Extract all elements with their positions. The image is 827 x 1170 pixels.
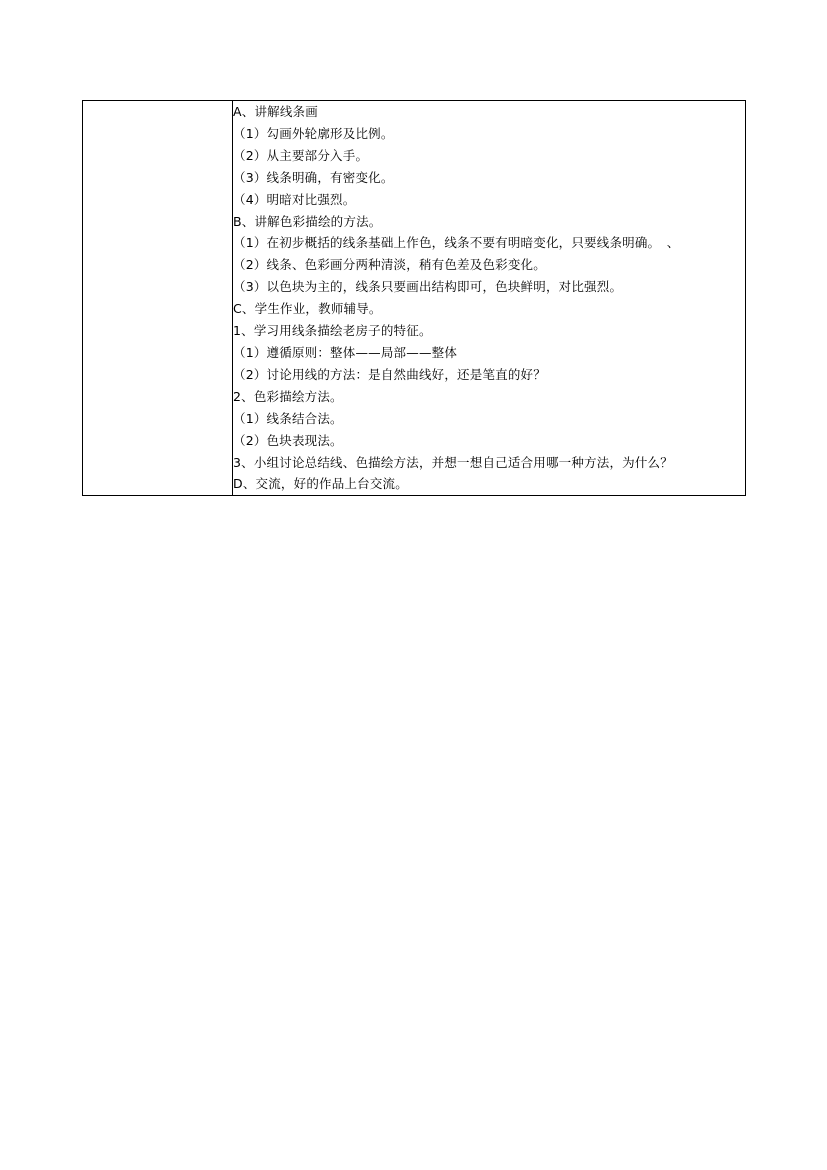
list-item: 3、小组讨论总结线、色描绘方法，并想一想自己适合用哪一种方法，为什么？ bbox=[233, 454, 673, 470]
list-item: （4）明暗对比强烈。 bbox=[233, 191, 356, 207]
list-item: 1、学习用线条描绘老房子的特征。 bbox=[233, 323, 432, 339]
list-item: （3）以色块为主的，线条只要画出结构即可，色块鲜明，对比强烈。 bbox=[233, 279, 623, 295]
section-b-heading: B、讲解色彩描绘的方法。 bbox=[233, 213, 382, 229]
table-row bbox=[83, 101, 746, 496]
list-item: （2）线条、色彩画分两种清淡，稍有色差及色彩变化。 bbox=[233, 257, 546, 273]
list-item: （1）在初步概括的线条基础上作色，线条不要有明暗变化，只要线条明确。 、 bbox=[233, 235, 680, 251]
list-item: （1）线条结合法。 bbox=[233, 410, 343, 426]
list-item: （2）色块表现法。 bbox=[233, 432, 343, 448]
section-a-heading: A、讲解线条画 bbox=[233, 104, 318, 119]
section-c-heading: C、学生作业，教师辅导。 bbox=[233, 301, 382, 317]
list-item: （3）线条明确，有密变化。 bbox=[233, 169, 394, 185]
list-item: （2）讨论用线的方法：是自然曲线好，还是笔直的好？ bbox=[233, 366, 546, 382]
list-item: 2、色彩描绘方法。 bbox=[233, 388, 343, 404]
section-d-heading: D、交流，好的作品上台交流。 bbox=[233, 476, 408, 492]
list-item: （2）从主要部分入手。 bbox=[233, 147, 369, 163]
lesson-table bbox=[82, 100, 746, 496]
list-item: （1）勾画外轮廓形及比例。 bbox=[233, 125, 394, 141]
lesson-content-cell bbox=[233, 101, 746, 496]
empty-left-cell bbox=[83, 101, 233, 496]
list-item: （1）遵循原则：整体——局部——整体 bbox=[233, 344, 458, 360]
